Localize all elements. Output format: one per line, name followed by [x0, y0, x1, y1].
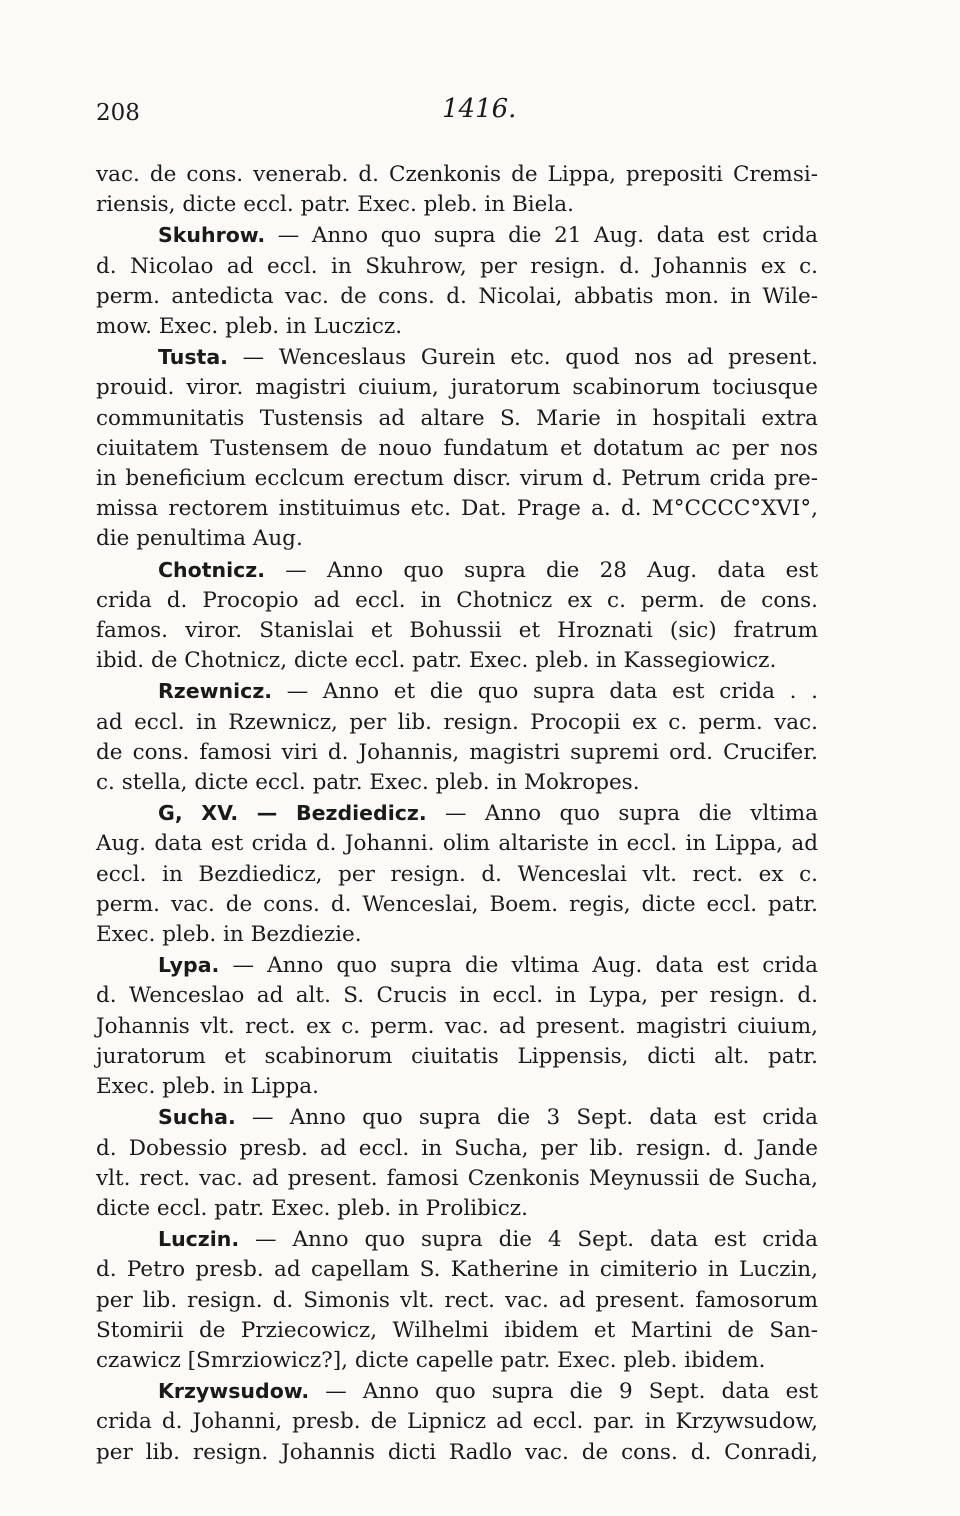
text-line: riensis, dicte eccl. patr. Exec. pleb. in Biela. [96, 192, 574, 218]
text-line: Exec. pleb. in Bezdiezie. [96, 922, 362, 948]
text-line: per lib. resign. d. Simonis vlt. rect. vac. ad present. famosorum [96, 1287, 818, 1313]
text-line: ibid. de Chotnicz, dicte eccl. patr. Exec. pleb. in Kassegiowicz. [96, 648, 777, 674]
text-line: d. Wenceslao ad alt. S. Crucis in eccl. in Lypa, per resign. d. [96, 983, 818, 1009]
text-line: de cons. famosi viri d. Johannis, magistri supremi ord. Crucifer. [96, 739, 818, 765]
page-header [0, 92, 960, 132]
entry-first-line [96, 342, 818, 373]
entry-first-line [96, 220, 818, 251]
entry-text: — Anno quo supra die 21 Aug. data est crida [265, 223, 818, 249]
text-line: eccl. in Bezdiedicz, per resign. d. Wenceslai vlt. rect. ex c. [96, 861, 818, 887]
place-name-lemma: Lypa. [158, 953, 220, 978]
register-entry [96, 160, 818, 220]
entry-first-line [96, 1224, 818, 1255]
page-number: 208 [96, 100, 140, 126]
text-line: d. Nicolao ad eccl. in Skuhrow, per resign. d. Johannis ex c. [96, 253, 818, 279]
text-line: Johannis vlt. rect. ex c. perm. vac. ad present. magistri ciuium, [96, 1013, 818, 1039]
entry-text: — Anno quo supra die vltima [426, 801, 818, 827]
text-line: crida d. Procopio ad eccl. in Chotnicz ex c. perm. de cons. [96, 587, 818, 613]
text-line: perm. vac. de cons. d. Wenceslai, Boem. regis, dicte eccl. patr. [96, 891, 818, 917]
text-line: d. Dobessio presb. ad eccl. in Sucha, per lib. resign. d. Jande [96, 1135, 818, 1161]
place-name-lemma: Tusta. [158, 345, 228, 370]
text-line: Stomirii de Prziecowicz, Wilhelmi ibidem et Martini de San- [96, 1317, 818, 1343]
text-line: prouid. viror. magistri ciuium, juratorum scabinorum tociusque [96, 375, 818, 401]
text-line: in beneficium ecclcum erectum discr. virum d. Petrum crida pre- [96, 466, 818, 492]
place-name-lemma: Luczin. [158, 1227, 240, 1252]
text-line: mow. Exec. pleb. in Luczicz. [96, 314, 403, 340]
text-line: crida d. Johanni, presb. de Lipnicz ad eccl. par. in Krzywsudow, [96, 1409, 818, 1435]
running-head-year: 1416. [442, 94, 517, 124]
text-line: d. Petro presb. ad capellam S. Katherine in cimiterio in Luczin, [96, 1257, 818, 1283]
entry-text: — Anno quo supra die vltima Aug. data est crida [219, 953, 818, 979]
entry-first-line [96, 676, 818, 707]
entry-first-line [96, 555, 818, 586]
text-line: vlt. rect. vac. ad present. famosi Czenkonis Meynussii de Sucha, [96, 1165, 818, 1191]
place-name-lemma: Rzewnicz. [158, 679, 273, 704]
text-line: czawicz [Smrziowicz?], dicte capelle patr. Exec. pleb. ibidem. [96, 1347, 766, 1373]
text-line: juratorum et scabinorum ciuitatis Lippensis, dicti alt. patr. [96, 1043, 818, 1069]
register-entry [96, 342, 818, 554]
entry-text: — Anno quo supra die 3 Sept. data est crida [235, 1105, 818, 1131]
text-line: communitatis Tustensis ad altare S. Marie in hospitali extra [96, 405, 818, 431]
text-line: vac. de cons. venerab. d. Czenkonis de Lippa, prepositi Cremsi- [96, 162, 818, 187]
entry-first-line [96, 1102, 818, 1133]
register-entry [96, 1102, 818, 1224]
text-line: die penultima Aug. [96, 526, 303, 552]
place-name-lemma: Krzywsudow. [158, 1379, 310, 1404]
text-line: Aug. data est crida d. Johanni. olim altariste in eccl. in Lippa, ad [96, 831, 818, 857]
entry-text: — Anno quo supra die 28 Aug. data est [265, 557, 818, 583]
place-name-lemma: Skuhrow. [158, 223, 266, 248]
text-line: ad eccl. in Rzewnicz, per lib. resign. Procopii ex c. perm. vac. [96, 709, 818, 735]
entry-first-line [96, 798, 818, 829]
text-line: c. stella, dicte eccl. patr. Exec. pleb. in Mokropes. [96, 770, 640, 796]
place-name-lemma: G, XV. — Bezdiedicz. [158, 801, 427, 826]
entry-text: — Anno et die quo supra data est crida . . [272, 679, 818, 705]
register-entry [96, 676, 818, 798]
entry-first-line [96, 950, 818, 981]
register-entry [96, 1224, 818, 1376]
entry-text: — Wenceslaus Gurein etc. quod nos ad present. [227, 345, 818, 371]
text-line: famos. viror. Stanislai et Bohussii et Hroznati (sic) fratrum [96, 618, 818, 644]
register-entry [96, 220, 818, 342]
register-text [96, 160, 818, 1468]
register-entry [96, 798, 818, 950]
register-entry [96, 555, 818, 677]
place-name-lemma: Sucha. [158, 1105, 236, 1130]
text-line: perm. antedicta vac. de cons. d. Nicolai, abbatis mon. in Wile- [96, 283, 818, 309]
entry-first-line [96, 1376, 818, 1407]
text-line: Exec. pleb. in Lippa. [96, 1074, 319, 1100]
text-line: ciuitatem Tustensem de nouo fundatum et dotatum ac per nos [96, 435, 818, 461]
place-name-lemma: Chotnicz. [158, 557, 266, 582]
register-entry [96, 950, 818, 1102]
entry-text: — Anno quo supra die 9 Sept. data est [309, 1379, 818, 1405]
register-entry [96, 1376, 818, 1468]
text-line: per lib. resign. Johannis dicti Radlo vac. de cons. d. Conradi, [96, 1439, 818, 1465]
text-line: dicte eccl. patr. Exec. pleb. in Prolibicz. [96, 1195, 528, 1221]
entry-text: — Anno quo supra die 4 Sept. data est crida [239, 1227, 818, 1253]
text-line: missa rectorem instituimus etc. Dat. Prage a. d. M°CCCC°XVI°, [96, 496, 818, 522]
